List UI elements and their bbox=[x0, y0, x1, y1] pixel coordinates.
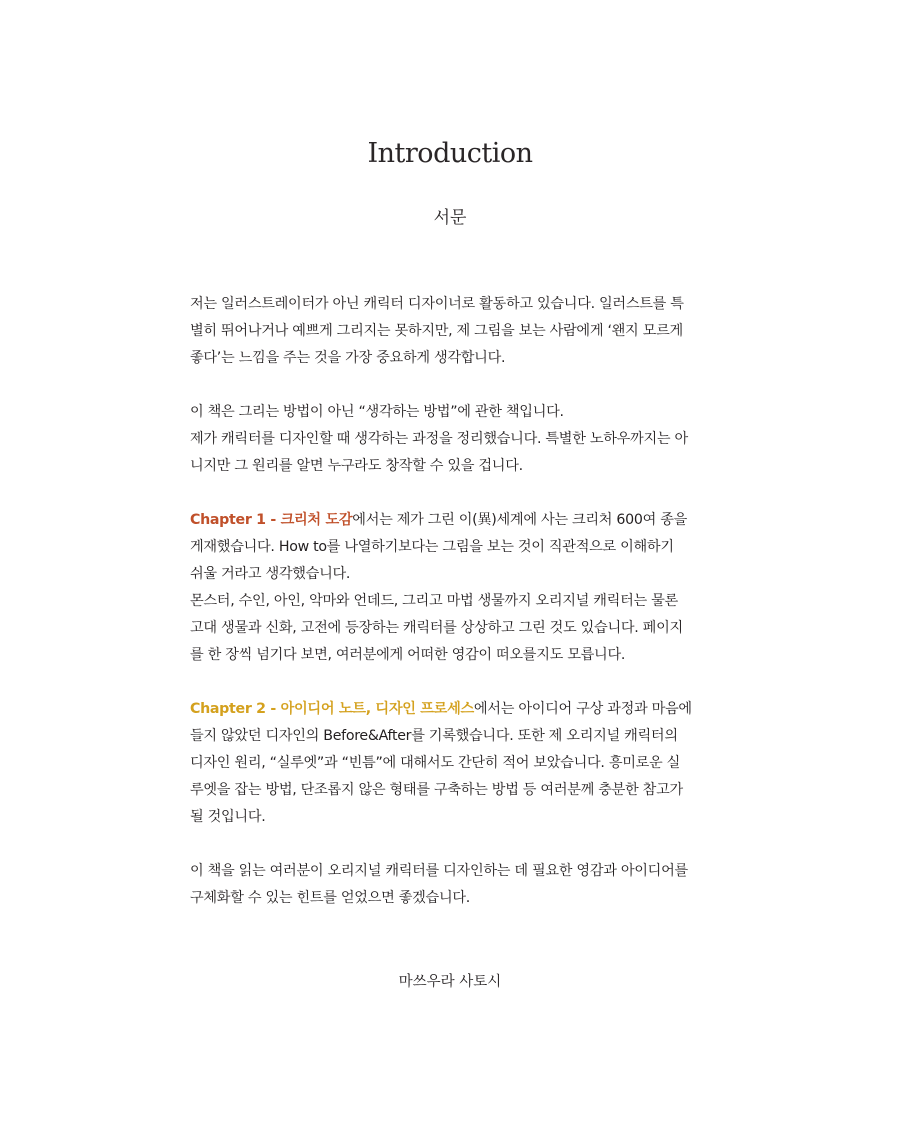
text-line: 들지 않았던 디자인의 Before&After를 기록했습니다. 또한 제 오리지널 캐릭터의 bbox=[190, 728, 678, 744]
paragraph-chapter-2 bbox=[190, 696, 722, 831]
text-fragment: 에서는 제가 그린 이(異)세계에 사는 크리처 600여 종을 bbox=[352, 512, 688, 528]
text-line: 를 한 장씩 넘기다 보면, 여러분에게 어떠한 영감이 떠오를지도 모릅니다. bbox=[190, 647, 626, 663]
text-line: 구체화할 수 있는 힌트를 얻었으면 좋겠습니다. bbox=[190, 890, 470, 906]
text-line: 좋다’는 느낌을 주는 것을 가장 중요하게 생각합니다. bbox=[190, 350, 506, 366]
text-line: 루엣을 잡는 방법, 단조롭지 않은 형태를 구축하는 방법 등 여러분께 충분한 참고가 bbox=[190, 782, 683, 798]
text-line: 저는 일러스트레이터가 아닌 캐릭터 디자이너로 활동하고 있습니다. 일러스트를 특 bbox=[190, 296, 684, 312]
paragraph-closing bbox=[190, 858, 722, 912]
paragraph-1 bbox=[190, 291, 722, 372]
text-line: 고대 생물과 신화, 고전에 등장하는 캐릭터를 상상하고 그린 것도 있습니다. 페이지 bbox=[190, 620, 683, 636]
text-line: 제가 캐릭터를 디자인할 때 생각하는 과정을 정리했습니다. 특별한 노하우까지는 아 bbox=[190, 431, 688, 447]
paragraph-chapter-1 bbox=[190, 507, 722, 669]
text-line bbox=[190, 507, 722, 534]
page-title: Introduction bbox=[367, 138, 533, 169]
paragraph-2 bbox=[190, 399, 722, 480]
text-line: 될 것입니다. bbox=[190, 809, 266, 825]
text-line: 쉬울 거라고 생각했습니다. bbox=[190, 566, 351, 582]
chapter-2-highlight: Chapter 2 - 아이디어 노트, 디자인 프로세스 bbox=[190, 701, 474, 717]
introduction-body bbox=[190, 291, 722, 939]
author-signature: 마쓰우라 사토시 bbox=[398, 974, 502, 990]
text-line: 이 책을 읽는 여러분이 오리지널 캐릭터를 디자인하는 데 필요한 영감과 아이디어를 bbox=[190, 863, 688, 879]
chapter-1-highlight: Chapter 1 - 크리처 도감 bbox=[190, 512, 353, 528]
text-fragment: 에서는 아이디어 구상 과정과 마음에 bbox=[473, 701, 692, 717]
text-line: 별히 뛰어나거나 예쁘게 그리지는 못하지만, 제 그림을 보는 사람에게 ‘왠지 모르게 bbox=[190, 323, 683, 339]
text-line bbox=[190, 696, 722, 723]
text-line: 니지만 그 원리를 알면 누구라도 창작할 수 있을 겁니다. bbox=[190, 458, 523, 474]
text-line: 몬스터, 수인, 아인, 악마와 언데드, 그리고 마법 생물까지 오리지널 캐릭터는 물론 bbox=[190, 593, 678, 609]
text-line: 게재했습니다. How to를 나열하기보다는 그림을 보는 것이 직관적으로 이해하기 bbox=[190, 539, 674, 555]
text-line: 이 책은 그리는 방법이 아닌 “생각하는 방법”에 관한 책입니다. bbox=[190, 404, 564, 420]
text-line: 디자인 원리, “실루엣”과 “빈틈”에 대해서도 간단히 적어 보았습니다. 흥미로운 실 bbox=[190, 755, 681, 771]
page-subtitle: 서문 bbox=[433, 208, 467, 228]
